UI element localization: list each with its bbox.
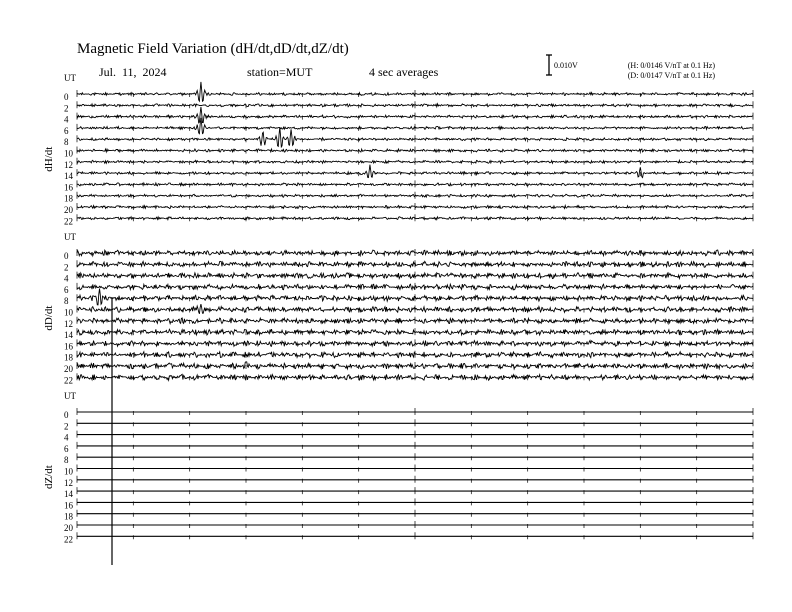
- ut-hour-label: 20: [64, 205, 73, 215]
- ut-axis-label: UT: [64, 73, 76, 83]
- ut-hour-label: 12: [64, 318, 73, 329]
- panel-ylabel: dH/dt: [43, 146, 55, 172]
- time-tick: [77, 147, 753, 154]
- ut-hour-label: 22: [64, 216, 73, 227]
- ut-hour-label: 18: [64, 193, 73, 204]
- station-label: station=MUT: [247, 65, 313, 79]
- ut-hour-label: 16: [64, 500, 73, 511]
- ut-hour-label: 20: [64, 523, 73, 533]
- ut-hour-label: 10: [64, 148, 73, 159]
- ut-hour-label: 4: [64, 273, 69, 284]
- ut-hour-label: 12: [64, 159, 73, 170]
- ut-hour-label: 14: [64, 489, 73, 500]
- panel-dhdt: [43, 73, 753, 226]
- ut-hour-label: 20: [64, 364, 73, 374]
- ut-hour-label: 2: [64, 421, 69, 432]
- ut-axis-label: UT: [64, 391, 76, 401]
- ut-hour-label: 8: [64, 455, 69, 466]
- ut-hour-label: 14: [64, 171, 73, 182]
- ut-hour-label: 10: [64, 307, 73, 318]
- ut-hour-label: 6: [64, 443, 69, 454]
- ut-hour-label: 4: [64, 114, 69, 125]
- scale-d-sensitivity: (D: 0/0147 V/nT at 0.1 Hz): [627, 71, 715, 80]
- chart-title: Magnetic Field Variation (dH/dt,dD/dt,dZ/dt): [77, 41, 349, 57]
- ut-hour-label: 6: [64, 284, 69, 295]
- scale-bar: [546, 55, 552, 75]
- panel-ylabel: dD/dt: [43, 305, 55, 331]
- panel-dzdt: [43, 391, 753, 544]
- ut-hour-label: 8: [64, 296, 69, 307]
- ut-axis-label: UT: [64, 232, 76, 242]
- ut-hour-label: 0: [64, 410, 69, 420]
- ut-hour-label: 0: [64, 92, 69, 102]
- date-label: Jul. 11, 2024: [99, 65, 167, 79]
- ut-hour-label: 8: [64, 137, 69, 148]
- ut-hour-label: 18: [64, 511, 73, 522]
- trace-line: [77, 289, 753, 305]
- averaging-label: 4 sec averages: [369, 65, 439, 79]
- ut-hour-label: 2: [64, 103, 69, 114]
- ut-hour-label: 16: [64, 341, 73, 352]
- ut-hour-label: 12: [64, 477, 73, 488]
- time-tick: [77, 192, 753, 199]
- ut-hour-label: 22: [64, 375, 73, 386]
- ut-hour-label: 10: [64, 466, 73, 477]
- ut-hour-label: 22: [64, 534, 73, 545]
- ut-hour-label: 6: [64, 125, 69, 136]
- ut-hour-label: 14: [64, 330, 73, 341]
- ut-hour-label: 16: [64, 182, 73, 193]
- ut-hour-label: 18: [64, 352, 73, 363]
- scale-h-sensitivity: (H: 0/0146 V/nT at 0.1 Hz): [627, 61, 715, 70]
- ut-hour-label: 2: [64, 262, 69, 273]
- panel-dddt: [43, 232, 753, 385]
- panel-ylabel: dZ/dt: [43, 465, 55, 490]
- scale-value: 0.010V: [554, 61, 578, 70]
- ut-hour-label: 0: [64, 251, 69, 261]
- ut-hour-label: 4: [64, 432, 69, 443]
